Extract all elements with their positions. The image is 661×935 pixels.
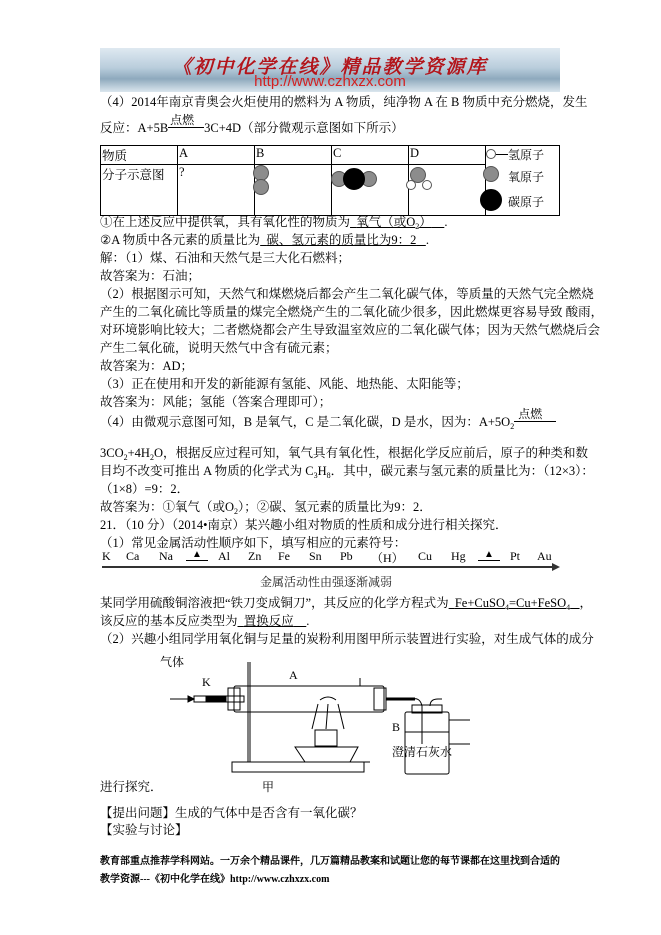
q4-line2 [100, 113, 404, 136]
solution-line: 产生二氧化硫，说明天然气中含有硫元素； [100, 341, 338, 355]
sol4-line3: 目均不改变可推出 A 物质的化学式为 $C_3H_8$．其中，碳元素与氢元素的质量比为：（12×3）： [100, 464, 594, 480]
reaction-type-line: 该反应的基本反应类型为 置换反应 . [100, 614, 310, 628]
arrow-label: 金属活动性由强逐渐减弱 [260, 575, 393, 589]
metal: Hg [451, 549, 466, 563]
metal: Zn [248, 549, 262, 563]
condition-label: 点燃 [518, 407, 543, 421]
header-cell: B [255, 146, 332, 165]
metal: K [102, 549, 111, 563]
limewater-label: 澄清石灰水 [392, 745, 453, 759]
answer-2: ②A 物质中各元素的质量比为 碳、氢元素的质量比为9：2 . [100, 233, 429, 247]
solution-line: 解：（1）煤、石油和天然气是三大化石燃料； [100, 251, 351, 265]
carbon-legend-icon [480, 189, 502, 211]
q4-line1: （4）2014年南京青奥会火炬使用的燃料为 A 物质，纯净物 A 在 B 物质中充分燃烧，发生 [100, 95, 588, 109]
banner-title: 《初中化学在线》精品教学资源库 [172, 57, 488, 78]
gas-label: 气体 [160, 655, 185, 669]
metal: Na [159, 549, 173, 563]
equation-line: 某同学用硫酸铜溶液把“铁刀变成铜刀”，其反应的化学方程式为 Fe+CuSO$_4$=Cu+FeSO$_4$ ， [100, 596, 593, 612]
footer-line2: 教学资源---《初中化学在线》http://www.czhxzx.com [100, 874, 330, 885]
solution-line: 产生的二氧化硫比等质量的煤完全燃烧产生的二氧化硫少很多，因此燃煤更容易导致 酸雨， [100, 305, 604, 319]
discussion-heading: 【实验与讨论】 [100, 823, 188, 837]
eq-left: 反应：A+5B [100, 121, 169, 135]
legend-hydrogen: 氢原子 [508, 148, 545, 162]
solution-line: 对环境影响比较大；二者燃烧都会产生导致温室效应的二氧化碳气体；因为天然气燃烧后会 [100, 323, 601, 337]
legend-oxygen: 氧原子 [508, 170, 545, 184]
sol4-line2: $3CO_2+4H_2O$，根据反应过程可知，氧气具有氧化性，根据化学反应前后，原子的种类和数 [100, 446, 588, 462]
oxygen-legend-icon [483, 166, 499, 182]
blank-marker: ▲ [478, 549, 500, 561]
condition-label: 点燃 [170, 113, 195, 127]
valve-k-label: K [202, 675, 211, 689]
metal: Pb [340, 549, 353, 563]
sol4-line5: 故答案为：①氧气（或$O_2$）；②碳、氢元素的质量比为9：2． [100, 500, 432, 516]
solution-line: （2）根据图示可知，天然气和煤燃烧后都会产生二氧化碳气体，等质量的天然气完全燃烧 [100, 287, 594, 301]
metal: Fe [278, 549, 290, 563]
sol4-line1: （4）由微观示意图可知，B 是氧气，C 是二氧化碳，D 是水，因为：$A+5O_2$ 点燃 [100, 414, 556, 435]
header-cell: C [332, 146, 409, 165]
legend-carbon: 碳原子 [508, 195, 545, 209]
banner-url: http://www.czhxzx.com [254, 73, 406, 90]
arrow-head-icon [552, 563, 560, 571]
metal: （H） [371, 551, 404, 565]
header-cell: A [178, 146, 255, 165]
footer-line1: 教育部重点推荐学科网站。一万余个精品课件，几万篇精品教案和试题让您的每节课都在这里找到合适的 [100, 856, 560, 867]
header-cell: 物质 [101, 146, 178, 165]
metal: Pt [510, 549, 521, 563]
row-label: 分子示意图 [101, 165, 178, 216]
header-cell: D [409, 146, 486, 165]
bottle-b-label: B [392, 720, 401, 734]
hydrogen-atom [422, 180, 432, 190]
hydrogen-atom [406, 180, 416, 190]
sol4-line4: （1×8）=9：2． [100, 482, 190, 496]
q21-part2-end: 进行探究． [100, 780, 163, 794]
tube-a-label: A [289, 668, 298, 682]
metal: Al [218, 549, 230, 563]
solution-line: 故答案为：风能；氢能（答案合理即可）； [100, 395, 332, 409]
metal: Au [537, 549, 552, 563]
question-heading: 【提出问题】生成的气体中是否含有一氧化碳？ [100, 806, 363, 820]
metal: Cu [418, 549, 433, 563]
solution-line: 故答案为：石油； [100, 269, 201, 283]
site-banner [100, 48, 560, 92]
solution-line: 故答案为：AD； [100, 359, 194, 373]
hydrogen-legend-icon [486, 149, 496, 159]
oxygen-atom [253, 179, 269, 195]
carbon-atom [343, 168, 365, 190]
figure-caption: 甲 [262, 780, 275, 794]
cell-a: ? [178, 165, 255, 216]
metal: Sn [309, 549, 322, 563]
solution-line: （3）正在使用和开发的新能源有氢能、风能、地热能、太阳能等； [100, 377, 469, 391]
q21-part1: （1）常见金属活动性顺序如下，填写相应的元素符号： [100, 536, 407, 550]
eq-right: 3C+4D（部分微观示意图如下所示） [204, 121, 404, 135]
metal: Ca [126, 549, 140, 563]
blank-marker: ▲ [186, 549, 208, 561]
activity-arrow [102, 566, 554, 568]
answer-1: ①在上述反应中提供氧，具有氧化性的物质为 氧气（或$O_2$） . [100, 215, 448, 231]
q21-title: 21．（10 分）（2014•南京）某兴趣小组对物质的性质和成分进行相关探究． [100, 518, 508, 532]
q21-part2: （2）兴趣小组同学用氧化铜与足量的炭粉利用图甲所示装置进行实验，对生成气体的成分 [100, 632, 594, 646]
